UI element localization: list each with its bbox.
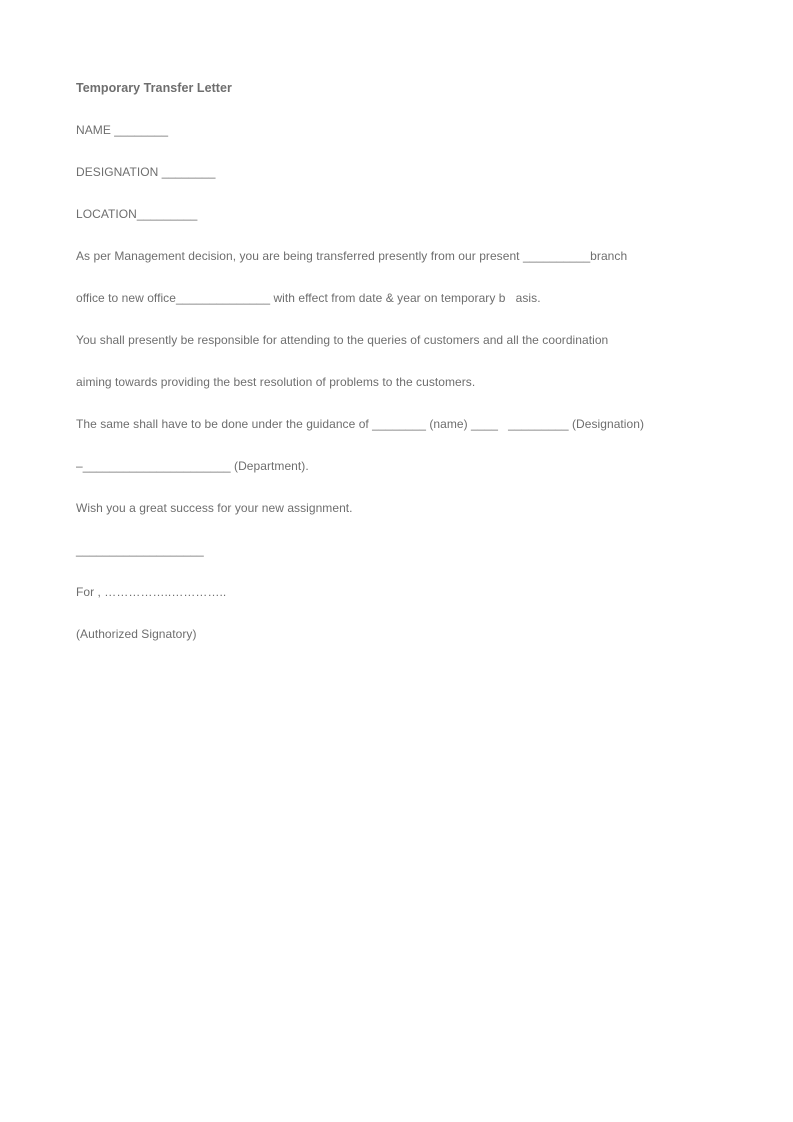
location-field-line: LOCATION_________ <box>76 207 198 221</box>
responsibility-paragraph-line-1: You shall presently be responsible for attending to the queries of customers and all the coordination <box>76 333 609 347</box>
letter-title: Temporary Transfer Letter <box>76 81 232 95</box>
transfer-paragraph-line-1: As per Management decision, you are being transferred presently from our present __________branch <box>76 249 628 263</box>
signature-line: ___________________ <box>76 543 204 557</box>
guidance-paragraph-line-2: –______________________ (Department). <box>76 459 309 473</box>
wish-line: Wish you a great success for your new assignment. <box>76 501 353 515</box>
name-field-line: NAME ________ <box>76 123 169 137</box>
transfer-paragraph-line-2: office to new office______________ with effect from date & year on temporary b asis. <box>76 291 541 305</box>
responsibility-paragraph-line-2: aiming towards providing the best resolution of problems to the customers. <box>76 375 476 389</box>
designation-field-line: DESIGNATION ________ <box>76 165 216 179</box>
guidance-paragraph-line-1: The same shall have to be done under the guidance of ________ (name) ____ _________ (Designation) <box>76 417 645 431</box>
authorized-signatory-line: (Authorized Signatory) <box>76 627 197 641</box>
for-company-line: For , ……………..………….. <box>76 585 227 599</box>
